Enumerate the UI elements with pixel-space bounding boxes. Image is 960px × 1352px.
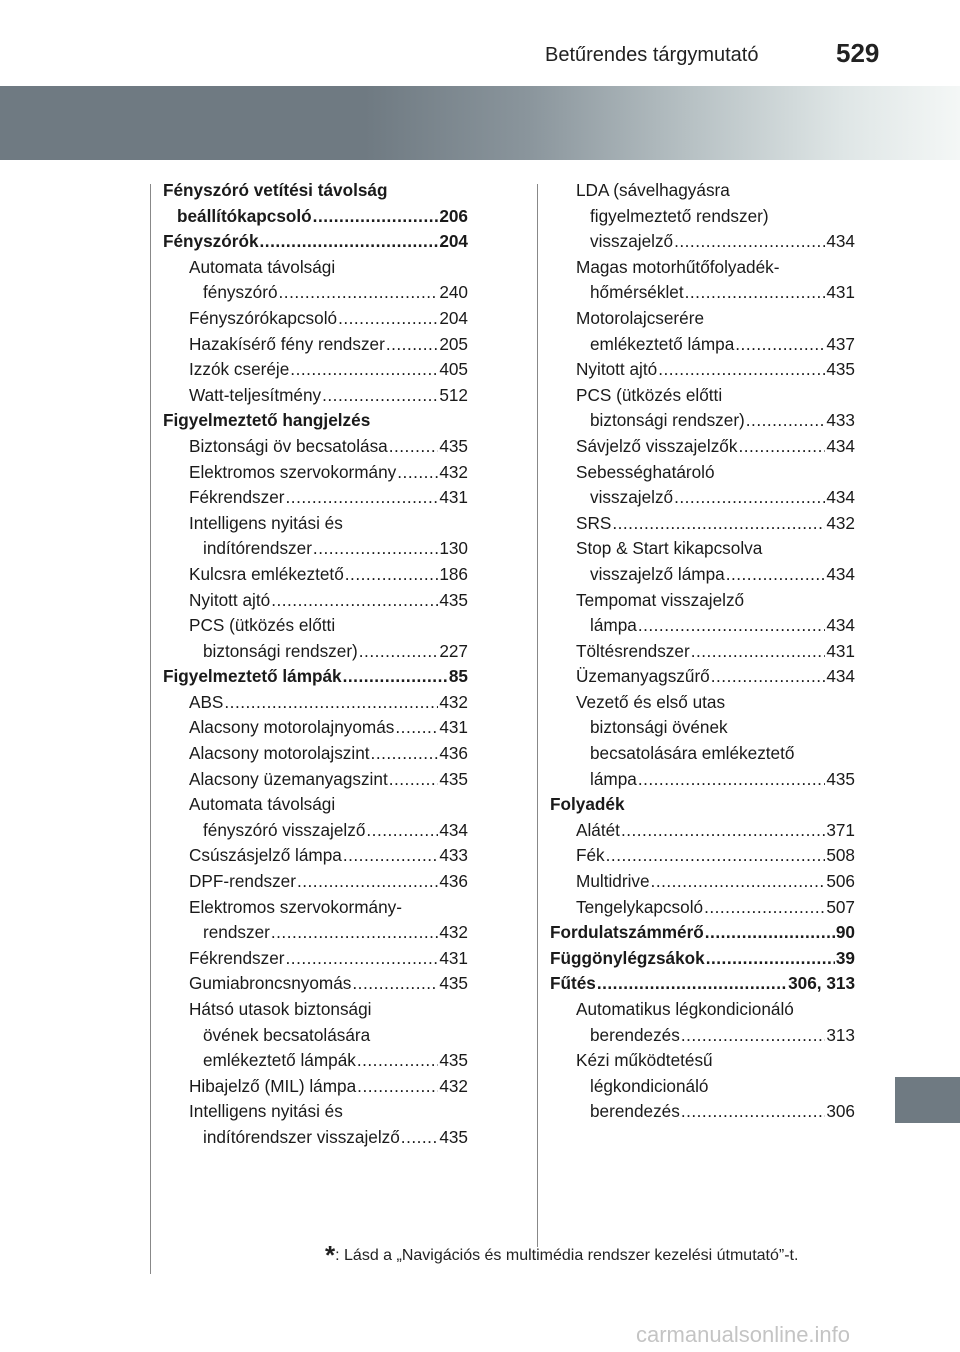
index-entry xyxy=(550,843,855,869)
index-entry-line: Figyelmeztető hangjelzés xyxy=(163,410,371,431)
index-entry-term: hőmérséklet xyxy=(590,282,684,303)
index-entry xyxy=(163,280,468,306)
dot-leader xyxy=(674,229,825,255)
index-entry-term: SRS xyxy=(576,512,612,533)
index-entry xyxy=(163,1125,468,1151)
index-entry-term: Alacsony motorolajnyomás xyxy=(189,717,395,738)
index-entry-page: 431 xyxy=(439,487,468,508)
index-entry-page: 204 xyxy=(439,231,468,252)
dot-leader xyxy=(297,869,438,895)
index-entry-line: Magas motorhűtőfolyadék- xyxy=(576,256,780,277)
chapter-side-tab xyxy=(895,1077,960,1123)
dot-leader xyxy=(397,460,438,486)
index-entry-page: 506 xyxy=(826,871,855,892)
index-entry xyxy=(550,485,855,511)
index-entry-term: beállítókapcsoló xyxy=(177,205,312,226)
index-entry xyxy=(550,818,855,844)
dot-leader xyxy=(343,664,448,690)
index-entry-page: 434 xyxy=(826,487,855,508)
index-entry-line: PCS (ütközés előtti xyxy=(189,615,336,636)
left-margin-rule xyxy=(150,184,151,1274)
index-entry xyxy=(163,357,468,383)
index-entry-page: 227 xyxy=(439,640,468,661)
index-entry-page: 432 xyxy=(439,1075,468,1096)
dot-leader xyxy=(322,383,438,409)
index-column-left xyxy=(163,178,468,1151)
dot-leader xyxy=(726,562,826,588)
index-entry xyxy=(163,306,468,332)
index-entry-page: 437 xyxy=(826,333,855,354)
index-entry-page: 434 xyxy=(826,231,855,252)
index-entry-page: 371 xyxy=(826,819,855,840)
dot-leader xyxy=(290,357,438,383)
dot-leader xyxy=(681,1023,825,1049)
index-entry-page: 435 xyxy=(826,359,855,380)
index-entry xyxy=(163,434,468,460)
index-entry-page: 204 xyxy=(439,307,468,328)
dot-leader xyxy=(286,946,439,972)
index-entry-page: 313 xyxy=(826,1024,855,1045)
dot-leader xyxy=(706,946,835,972)
dot-leader xyxy=(279,280,439,306)
index-entry xyxy=(550,332,855,358)
index-entry-page: 436 xyxy=(439,871,468,892)
index-entry-line: Intelligens nyitási és xyxy=(189,1101,343,1122)
index-entry-line: Tempomat visszajelző xyxy=(576,589,745,610)
index-entry xyxy=(550,946,855,972)
index-entry-term: emlékeztető lámpák xyxy=(203,1050,356,1071)
dot-leader xyxy=(612,511,825,537)
index-entry-page: 130 xyxy=(439,538,468,559)
index-entry-term: Sávjelző visszajelzők xyxy=(576,435,738,456)
index-entry-term: visszajelző xyxy=(590,231,674,252)
index-entry-term: Fékrendszer xyxy=(189,487,285,508)
index-entry-page: 431 xyxy=(826,640,855,661)
footnote-text: : Lásd a „Navigációs és multimédia rendszer kezelési útmutató”-t. xyxy=(335,1247,799,1264)
index-entry-term: Watt-teljesítmény xyxy=(189,384,322,405)
index-entry xyxy=(163,741,468,767)
dot-leader xyxy=(738,434,825,460)
index-entry xyxy=(163,946,468,972)
index-entry-page: 507 xyxy=(826,896,855,917)
index-entry-term: indítórendszer visszajelző xyxy=(203,1126,400,1147)
footnote-marker: * xyxy=(325,1240,336,1270)
index-column-right xyxy=(550,178,855,1125)
dot-leader xyxy=(386,332,438,358)
index-entry-term: Tengelykapcsoló xyxy=(576,896,704,917)
index-entry-line: PCS (ütközés előtti xyxy=(576,384,723,405)
dot-leader xyxy=(674,485,825,511)
index-entry-page: 240 xyxy=(439,282,468,303)
index-entry-term: visszajelző xyxy=(590,487,674,508)
index-entry-term: Töltésrendszer xyxy=(576,640,690,661)
dot-leader xyxy=(658,357,825,383)
index-entry-page: 431 xyxy=(439,947,468,968)
index-entry-line: Automata távolsági xyxy=(189,256,336,277)
dot-leader xyxy=(735,332,825,358)
index-entry xyxy=(163,639,468,665)
index-entry xyxy=(163,332,468,358)
index-entry xyxy=(163,690,468,716)
index-entry-term: lámpa xyxy=(590,615,637,636)
index-entry xyxy=(163,920,468,946)
index-entry xyxy=(163,460,468,486)
dot-leader xyxy=(345,562,439,588)
dot-leader xyxy=(401,1125,439,1151)
index-entry xyxy=(550,511,855,537)
dot-leader xyxy=(343,843,438,869)
index-entry xyxy=(550,562,855,588)
index-entry-page: 434 xyxy=(826,615,855,636)
watermark: carmanualsonline.info xyxy=(636,1322,851,1347)
index-entry-page: 205 xyxy=(439,333,468,354)
column-divider-rule xyxy=(537,184,538,1247)
dot-leader xyxy=(357,1048,438,1074)
index-entry xyxy=(550,869,855,895)
index-entry-page: 431 xyxy=(826,282,855,303)
dot-leader xyxy=(313,204,439,230)
index-entry-term: Multidrive xyxy=(576,871,650,892)
index-entry-page: 434 xyxy=(826,563,855,584)
index-entry-page: 90 xyxy=(835,922,855,943)
index-entry-page: 432 xyxy=(439,691,468,712)
index-entry-line: figyelmeztető rendszer) xyxy=(590,205,769,226)
dot-leader xyxy=(395,715,438,741)
index-entry-term: Hazakísérő fény rendszer xyxy=(189,333,385,354)
index-entry xyxy=(163,843,468,869)
index-entry-page: 405 xyxy=(439,359,468,380)
dot-leader xyxy=(359,639,439,665)
index-entry-term: biztonsági rendszer) xyxy=(203,640,358,661)
index-entry-line: Automatikus légkondicionáló xyxy=(576,999,794,1019)
page-section-title: Betűrendes tárgymutató xyxy=(545,44,759,66)
index-entry-term: Elektromos szervokormány xyxy=(189,461,397,482)
dot-leader xyxy=(746,408,826,434)
index-entry-page: 434 xyxy=(826,666,855,687)
index-entry xyxy=(163,229,468,255)
index-entry-page: 431 xyxy=(439,717,468,738)
index-entry-term: Fékrendszer xyxy=(189,947,285,968)
dot-leader xyxy=(352,971,438,997)
index-entry-page: 435 xyxy=(826,768,855,789)
index-entry xyxy=(550,434,855,460)
index-entry xyxy=(550,280,855,306)
index-entry xyxy=(163,664,468,690)
index-entry-page: 435 xyxy=(439,768,468,789)
index-entry xyxy=(550,895,855,921)
index-entry-page: 435 xyxy=(439,1126,468,1147)
index-entry-term: Kulcsra emlékeztető xyxy=(189,563,344,584)
index-entry xyxy=(163,485,468,511)
index-entry xyxy=(550,1099,855,1125)
index-entry-line: Motorolajcserére xyxy=(576,307,704,328)
index-entry-line: Kézi működtetésű xyxy=(576,1050,713,1071)
index-entry-term: ABS xyxy=(189,691,224,712)
index-entry-term: Nyitott ajtó xyxy=(189,589,271,610)
index-entry-page: 206 xyxy=(439,205,468,226)
index-entry-term: Függönylégzsákok xyxy=(550,947,705,968)
index-entry-page: 434 xyxy=(826,435,855,456)
index-entry-term: Csúszásjelző lámpa xyxy=(189,845,342,866)
index-entry-line: övének becsatolására xyxy=(203,1024,371,1045)
index-entry-term: visszajelző lámpa xyxy=(590,563,725,584)
index-entry-term: Gumiabroncsnyomás xyxy=(189,973,352,994)
index-entry xyxy=(163,715,468,741)
index-entry xyxy=(163,818,468,844)
index-entry-page: 432 xyxy=(826,512,855,533)
dot-leader xyxy=(389,767,439,793)
index-entry xyxy=(550,971,855,997)
index-entry-term: Biztonsági öv becsatolása xyxy=(189,435,388,456)
index-entry-term: emlékeztető lámpa xyxy=(590,333,735,354)
dot-leader xyxy=(681,1099,825,1125)
dot-leader xyxy=(638,613,826,639)
dot-leader xyxy=(711,664,826,690)
index-entry-page: 508 xyxy=(826,845,855,866)
index-entry xyxy=(163,767,468,793)
index-entry-term: Fordulatszámmérő xyxy=(550,922,704,943)
index-entry-line: biztonsági övének xyxy=(590,717,728,738)
index-entry xyxy=(550,639,855,665)
index-entry-page: 435 xyxy=(439,1050,468,1071)
index-entry-page: 435 xyxy=(439,589,468,610)
index-entry-term: Üzemanyagszűrő xyxy=(576,666,710,687)
index-entry xyxy=(550,408,855,434)
index-entry-page: 432 xyxy=(439,461,468,482)
index-entry-term: Fék xyxy=(576,845,605,866)
index-entry-term: Alacsony üzemanyagszint xyxy=(189,768,388,789)
index-entry-page: 433 xyxy=(439,845,468,866)
dot-leader xyxy=(224,690,438,716)
index-entry-line: Elektromos szervokormány- xyxy=(189,896,402,917)
index-entry-term: lámpa xyxy=(590,768,637,789)
index-entry-term: fényszóró visszajelző xyxy=(203,819,366,840)
index-entry-page: 39 xyxy=(835,947,855,968)
dot-leader xyxy=(638,767,826,793)
index-entry-term: Alacsony motorolajszint xyxy=(189,743,370,764)
index-entry-line: légkondicionáló xyxy=(590,1075,709,1096)
index-entry-line: Automata távolsági xyxy=(189,794,336,815)
index-entry xyxy=(163,562,468,588)
footnote xyxy=(325,1240,798,1271)
index-entry-line: LDA (sávelhagyásra xyxy=(576,180,730,200)
index-entry xyxy=(163,383,468,409)
index-entry-term: fényszóró xyxy=(203,282,278,303)
dot-leader xyxy=(389,434,439,460)
index-entry-term: berendezés xyxy=(590,1101,680,1122)
dot-leader xyxy=(357,1074,438,1100)
dot-leader xyxy=(685,280,826,306)
index-entry xyxy=(163,536,468,562)
index-entry-term: Fényszórók xyxy=(163,231,259,252)
index-entry-term: indítórendszer xyxy=(203,538,312,559)
index-entry-page: 435 xyxy=(439,435,468,456)
index-entry-page: 432 xyxy=(439,922,468,943)
dot-leader xyxy=(271,920,438,946)
index-entry-term: Izzók cseréje xyxy=(189,359,290,380)
index-entry-page: 512 xyxy=(439,384,468,405)
dot-leader xyxy=(606,843,826,869)
index-entry-term: biztonsági rendszer) xyxy=(590,410,745,431)
index-entry-term: rendszer xyxy=(203,922,270,943)
index-entry-line: Vezető és első utas xyxy=(576,691,726,712)
index-entry xyxy=(163,869,468,895)
index-entry-page: 434 xyxy=(439,819,468,840)
index-entry-term: Nyitott ajtó xyxy=(576,359,658,380)
index-entry-page: 85 xyxy=(448,666,468,687)
index-entry xyxy=(163,588,468,614)
index-entry xyxy=(550,767,855,793)
index-entry-line: Sebességhatároló xyxy=(576,461,715,482)
index-entry xyxy=(163,204,468,230)
dot-leader xyxy=(371,741,439,767)
index-entry xyxy=(550,357,855,383)
index-entry xyxy=(163,1074,468,1100)
dot-leader xyxy=(313,536,438,562)
dot-leader xyxy=(597,971,787,997)
index-entry-line: Intelligens nyitási és xyxy=(189,512,343,533)
dot-leader xyxy=(260,229,439,255)
header-gradient-band xyxy=(0,86,960,160)
index-entry xyxy=(163,1048,468,1074)
dot-leader xyxy=(705,920,835,946)
dot-leader xyxy=(651,869,826,895)
index-entry-term: berendezés xyxy=(590,1024,680,1045)
index-entry-page: 186 xyxy=(439,563,468,584)
index-entry xyxy=(550,664,855,690)
dot-leader xyxy=(621,818,825,844)
index-entry-line: becsatolására emlékeztető xyxy=(590,743,795,764)
index-entry-term: Hibajelző (MIL) lámpa xyxy=(189,1075,357,1096)
index-entry xyxy=(550,613,855,639)
index-entry-page: 306, 313 xyxy=(788,973,855,994)
index-entry-term: Figyelmeztető lámpák xyxy=(163,666,342,687)
dot-leader xyxy=(286,485,439,511)
index-entry-page: 306 xyxy=(826,1101,855,1122)
page-number: 529 xyxy=(836,38,880,68)
dot-leader xyxy=(271,588,438,614)
index-entry-page: 433 xyxy=(826,410,855,431)
index-entry-line: Stop & Start kikapcsolva xyxy=(576,538,763,559)
index-entry-page: 436 xyxy=(439,743,468,764)
index-entry xyxy=(550,1023,855,1049)
index-entry-line: Folyadék xyxy=(550,794,625,815)
index-entry xyxy=(550,229,855,255)
dot-leader xyxy=(691,639,826,665)
index-entry-line: Fényszóró vetítési távolság xyxy=(163,180,388,200)
index-entry-term: Fűtés xyxy=(550,973,596,994)
page-header xyxy=(0,0,960,78)
index-entry xyxy=(163,971,468,997)
index-entry-term: DPF-rendszer xyxy=(189,871,296,892)
index-entry-term: Alátét xyxy=(576,819,620,840)
index-entry-line: Hátsó utasok biztonsági xyxy=(189,999,372,1019)
dot-leader xyxy=(704,895,825,921)
index-entry xyxy=(550,920,855,946)
index-entry-term: Fényszórókapcsoló xyxy=(189,307,338,328)
index-entry-page: 435 xyxy=(439,973,468,994)
dot-leader xyxy=(366,818,438,844)
dot-leader xyxy=(338,306,438,332)
